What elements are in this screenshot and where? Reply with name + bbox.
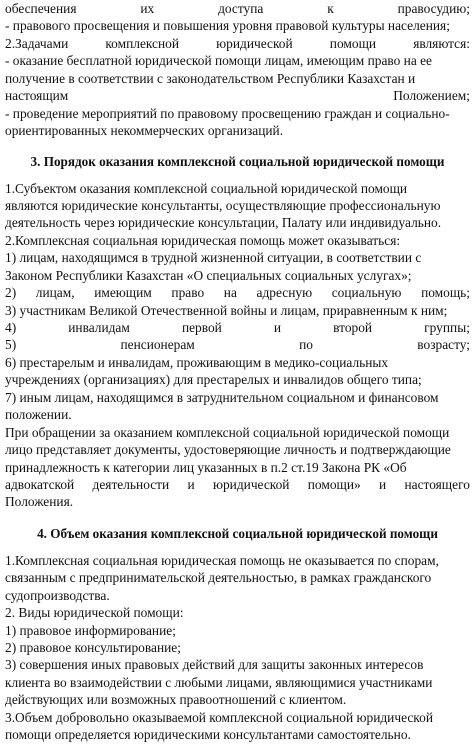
word: адресную [256,285,313,301]
paragraph-line: помощи определяется юридическими консультантами самостоятельно. [5,727,411,743]
word: настоящим [5,88,69,104]
word: деятельности [92,476,170,492]
word: социальную [331,285,402,301]
section-3-heading: 3. Порядок оказания комплексной социальной юридической помощи [30,153,445,169]
word: юридической [216,35,293,51]
word: на [223,285,237,301]
paragraph-line: ориентированных некоммерческих организаций. [5,123,284,139]
word: 4) [5,320,17,335]
paragraph-line [5,0,470,17]
word: обеспечения [5,1,77,16]
paragraph-line: 1) лицам, находящимся в трудной жизненной ситуации, в соответствии с [5,250,422,266]
section-4-body [5,552,470,744]
word: пенсионерам [120,337,195,353]
word: и [187,476,195,492]
word: имеющим [94,285,152,301]
paragraph-line: 2) правовое консультирование; [5,640,181,655]
paragraph-line [5,284,470,301]
word: лицам, [35,285,75,301]
word: помощь; [421,285,470,301]
paragraph-line: связанным с предпринимательской деятельностью, в рамках гражданского [5,570,432,586]
paragraph-line: клиента во взаимодействии с любыми лицами, являющимися участниками [5,674,433,690]
paragraph-line: лицо представляет документы, удостоверяющие личность и подтверждающие [5,442,451,458]
paragraph-line: действующих или возможных правоотношений с клиентом. [5,692,347,708]
word: второй [333,320,373,335]
paragraph-line [5,319,470,336]
paragraph-line: - правового просвещения и повышения уровня правовой культуры населения; [5,18,450,34]
paragraph-line: деятельность через юридические консультации, Палату или индивидуально. [5,215,442,231]
word: по [299,337,313,353]
paragraph-line: 6) престарелым и инвалидам, проживающим в медико-социальных [5,354,389,370]
paragraph-line: При обращении за оказанием комплексной социальной юридической помощи [5,424,450,440]
word: их [140,1,155,16]
paragraph-line: 3.Объем добровольно оказываемой комплексной социальной юридической [5,709,433,725]
word: инвалидам [68,320,130,335]
paragraph-line: - проведение мероприятий по правовому просвещению граждан и социально- [5,105,450,121]
word: помощи [329,35,377,51]
word: доступа [218,1,264,16]
paragraph-line: Положения. [5,494,74,510]
word: и [273,320,282,335]
paragraph-line: учреждениях (организациях) для престарелых и инвалидов общего типа; [5,372,422,388]
word: правосудию; [397,1,470,16]
word: настоящего [404,476,470,492]
paragraph-line [5,476,470,493]
word: являются: [413,35,470,51]
word: адвокатской [5,476,75,492]
paragraph-line: Законом Республики Казахстан «О специальных социальных услугах»; [5,267,412,283]
intro-block [5,0,470,140]
word: юридической [212,476,290,492]
paragraph-line: - оказание бесплатной юридической помощи лицам, имеющим право на ее [5,53,433,69]
paragraph-line: получение в соответствии с законодательством Республики Казахстан и [5,70,416,86]
word: право [171,285,205,301]
paragraph-line: 3) участникам Великой Отечественной войны и лицам, приравненным к ним; [5,302,448,318]
section-3-body [5,180,470,511]
word: возрасту; [417,337,470,353]
section-4-heading: 4. Объем оказания комплексной социальной юридической помощи [37,525,438,541]
word: 5) [5,337,17,353]
paragraph-line: являются юридические консультанты, осуществляющие профессиональную [5,197,441,213]
word: Положением; [393,88,470,104]
paragraph-line: 7) иным лицам, находящимся в затруднительном социальном и финансовом [5,389,439,405]
paragraph-line: 3) совершения иных правовых действий для защиты законных интересов [5,657,424,673]
word: помощи» [307,476,361,492]
word: первой [181,320,222,335]
word: 2) [5,285,17,301]
paragraph-line [5,336,470,353]
word: группы; [424,320,470,335]
paragraph-line: 1.Субъектом оказания комплексной социальной юридической помощи [5,180,408,196]
paragraph-line: 1.Комплексная социальная юридическая помощь не оказывается по спорам, [5,552,439,568]
word: к [327,1,334,16]
word: 2.Задачами [5,35,69,51]
paragraph-line [5,87,470,104]
paragraph-line [5,35,470,52]
paragraph-line: судопроизводства. [5,587,110,603]
paragraph-line: 1) правовое информирование; [5,622,176,638]
word: комплексной [105,35,180,51]
paragraph-line: положении. [5,407,72,423]
paragraph-line: 2.Комплексная социальная юридическая помощь может оказываться: [5,232,401,248]
word: и [379,476,387,492]
paragraph-line: принадлежность к категории лиц указанных в п.2 ст.19 Закона РК «Об [5,459,407,475]
paragraph-line: 2. Виды юридической помощи: [5,605,184,621]
